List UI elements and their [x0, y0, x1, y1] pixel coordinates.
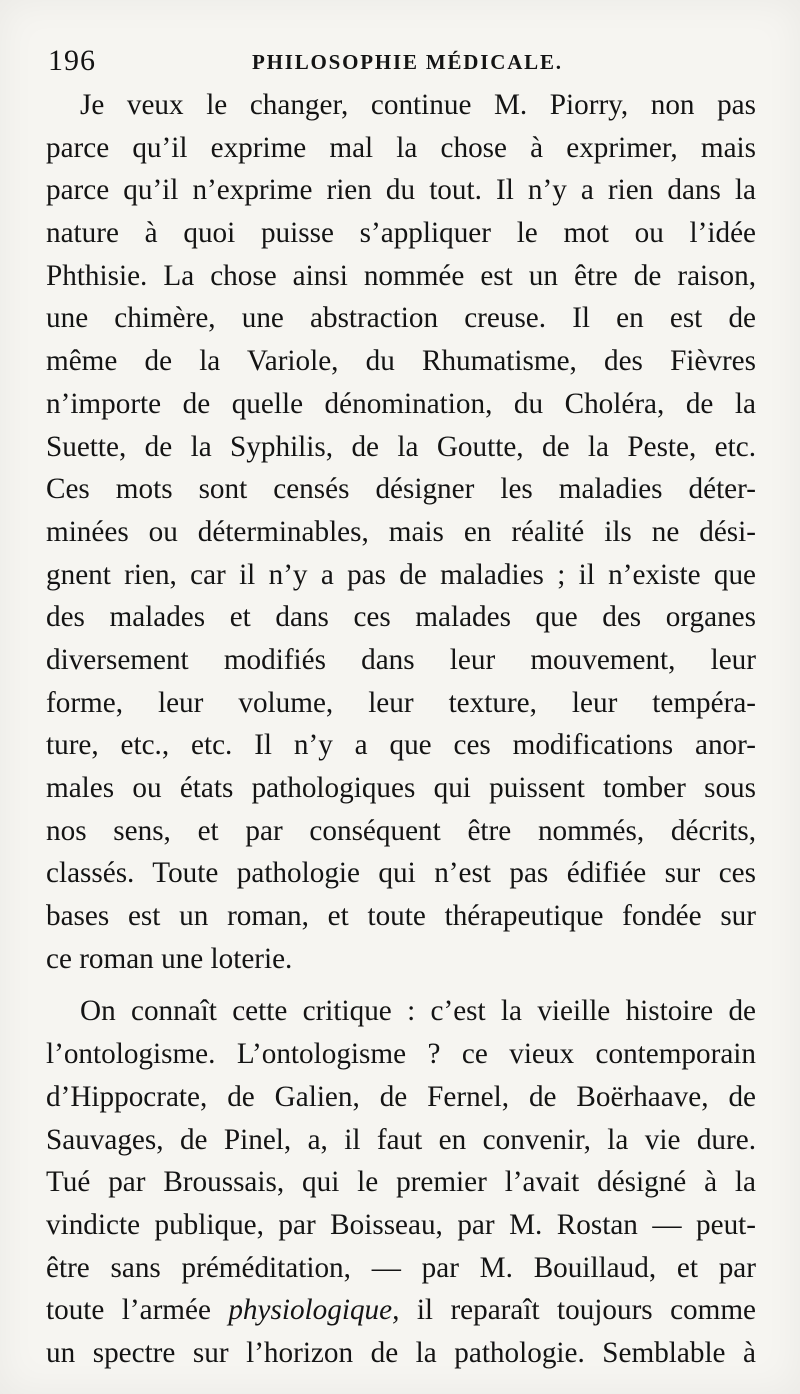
- text-line: l’ontologisme. L’ontologisme ? ce vieux contemporain: [46, 1038, 756, 1071]
- text-line: Je veux le changer, continue M. Piorry, non pas: [80, 89, 756, 121]
- text-line: males ou états pathologiques qui puissent tomber sous: [46, 772, 756, 804]
- text-line: parce qu’il exprime mal la chose à exprimer, mais: [46, 131, 756, 164]
- text-line: être sans préméditation, — par M. Bouillaud, et par: [46, 1251, 756, 1284]
- text-line: On connaît cette critique : c’est la vieille histoire de: [80, 995, 756, 1028]
- italic-word: physiologique,: [228, 1294, 400, 1327]
- text-line: Ces mots sont censés désigner les maladies déter-: [46, 473, 756, 506]
- text-line: Tué par Broussais, qui le premier l’avait désigné à la: [46, 1166, 756, 1199]
- text-line: minées ou déterminables, mais en réalité ils ne dési-: [46, 515, 756, 548]
- text-line: un spectre sur l’horizon de la pathologie. Semblable à: [46, 1336, 756, 1369]
- text-line: classés. Toute pathologie qui n’est pas édifiée sur ces: [46, 857, 756, 890]
- text-line: même de la Variole, du Rhumatisme, des Fièvres: [46, 345, 756, 378]
- text-line: vindicte publique, par Boisseau, par M. Rostan — peut-: [46, 1208, 756, 1241]
- text-line: Phthisie. La chose ainsi nommée est un être de raison,: [46, 259, 756, 292]
- text-segment: il reparaît toujours comme: [399, 1294, 756, 1327]
- text-line: des malades et dans ces malades que des organes: [46, 601, 756, 634]
- text-line: ture, etc., etc. Il n’y a que ces modifications anor-: [46, 729, 756, 762]
- text-line: nos sens, et par conséquent être nommés, décrits,: [46, 814, 756, 847]
- text-line-with-italic: [46, 1289, 756, 1332]
- text-line: parce qu’il n’exprime rien du tout. Il n’y a rien dans la: [46, 174, 756, 207]
- text-line: ce roman une loterie.: [46, 942, 293, 975]
- text-line: forme, leur volume, leur texture, leur tempéra-: [46, 686, 756, 719]
- text-line: Suette, de la Syphilis, de la Goutte, de la Peste, etc.: [46, 430, 756, 463]
- page-number: 196: [48, 44, 96, 77]
- text-line: n’importe de quelle dénomination, du Choléra, de la: [46, 387, 756, 420]
- text-line: gnent rien, car il n’y a pas de maladies ; il n’existe que: [46, 558, 756, 591]
- text-segment: toute l’armée: [46, 1294, 229, 1327]
- running-title: PHILOSOPHIE MÉDICALE.: [252, 50, 563, 74]
- text-line: d’Hippocrate, de Galien, de Fernel, de Boërhaave, de: [46, 1080, 756, 1113]
- text-line: nature à quoi puisse s’appliquer le mot ou l’idée: [46, 217, 756, 250]
- text-line: bases est un roman, et toute thérapeutique fondée sur: [46, 900, 756, 933]
- body-text: [46, 84, 756, 1375]
- text-line: diversement modifiés dans leur mouvement, leur: [46, 643, 756, 676]
- text-line: Sauvages, de Pinel, a, il faut en convenir, la vie dure.: [46, 1123, 756, 1156]
- text-line: une chimère, une abstraction creuse. Il en est de: [46, 302, 756, 335]
- running-header: [46, 38, 756, 82]
